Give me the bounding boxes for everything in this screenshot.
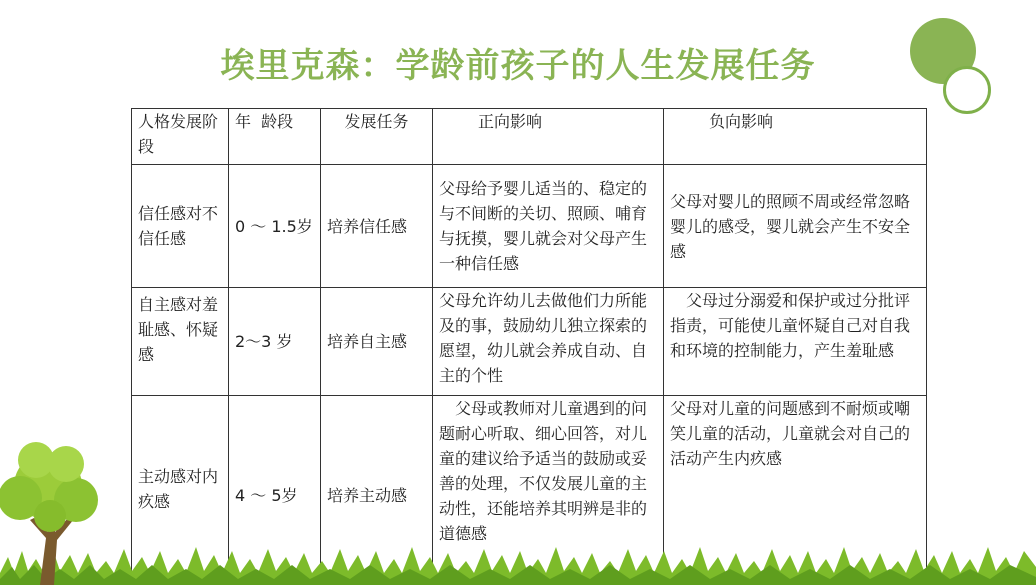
cell-stage: 信任感对不信任感 (132, 165, 229, 288)
decorative-ring-circle (943, 66, 991, 114)
cell-age: 0 ～ 1.5岁 (229, 165, 321, 288)
header-positive: 正向影响 (433, 109, 664, 165)
erikson-stages-table (131, 108, 927, 582)
cell-task: 培养自主感 (321, 288, 433, 396)
table-header-row (132, 109, 927, 165)
tree-decoration (0, 428, 110, 585)
cell-age: 4 ～ 5岁 (229, 396, 321, 582)
header-age: 年 龄段 (229, 109, 321, 165)
cell-negative: 父母对儿童的问题感到不耐烦或嘲笑儿童的活动，儿童就会对自己的活动产生内疚感 (664, 396, 927, 582)
cell-task: 培养主动感 (321, 396, 433, 582)
cell-task: 培养信任感 (321, 165, 433, 288)
cell-negative: 父母对婴儿的照顾不周或经常忽略婴儿的感受，婴儿就会产生不安全感 (664, 165, 927, 288)
grass-decoration (0, 543, 1036, 585)
cell-positive: 父母允许幼儿去做他们力所能及的事，鼓励幼儿独立探索的愿望，幼儿就会养成自动、自主的个性 (433, 288, 664, 396)
page-title: 埃里克森：学龄前孩子的人生发展任务 (220, 46, 816, 86)
cell-negative: 父母过分溺爱和保护或过分批评指责，可能使儿童怀疑自己对自我和环境的控制能力，产生羞耻感 (664, 288, 927, 396)
header-stage: 人格发展阶段 (132, 109, 229, 165)
cell-positive: 父母或教师对儿童遇到的问题耐心听取、细心回答，对儿童的建议给予适当的鼓励或妥善的处理，不仅发展儿童的主动性，还能培养其明辨是非的道德感 (433, 396, 664, 582)
table-row (132, 165, 927, 288)
cell-positive: 父母给予婴儿适当的、稳定的与不间断的关切、照顾、哺育与抚摸，婴儿就会对父母产生一种信任感 (433, 165, 664, 288)
cell-age: 2～3 岁 (229, 288, 321, 396)
header-negative: 负向影响 (664, 109, 927, 165)
cell-stage: 主动感对内疚感 (132, 396, 229, 582)
header-task: 发展任务 (321, 109, 433, 165)
table-row (132, 288, 927, 396)
cell-stage: 自主感对羞耻感、怀疑感 (132, 288, 229, 396)
